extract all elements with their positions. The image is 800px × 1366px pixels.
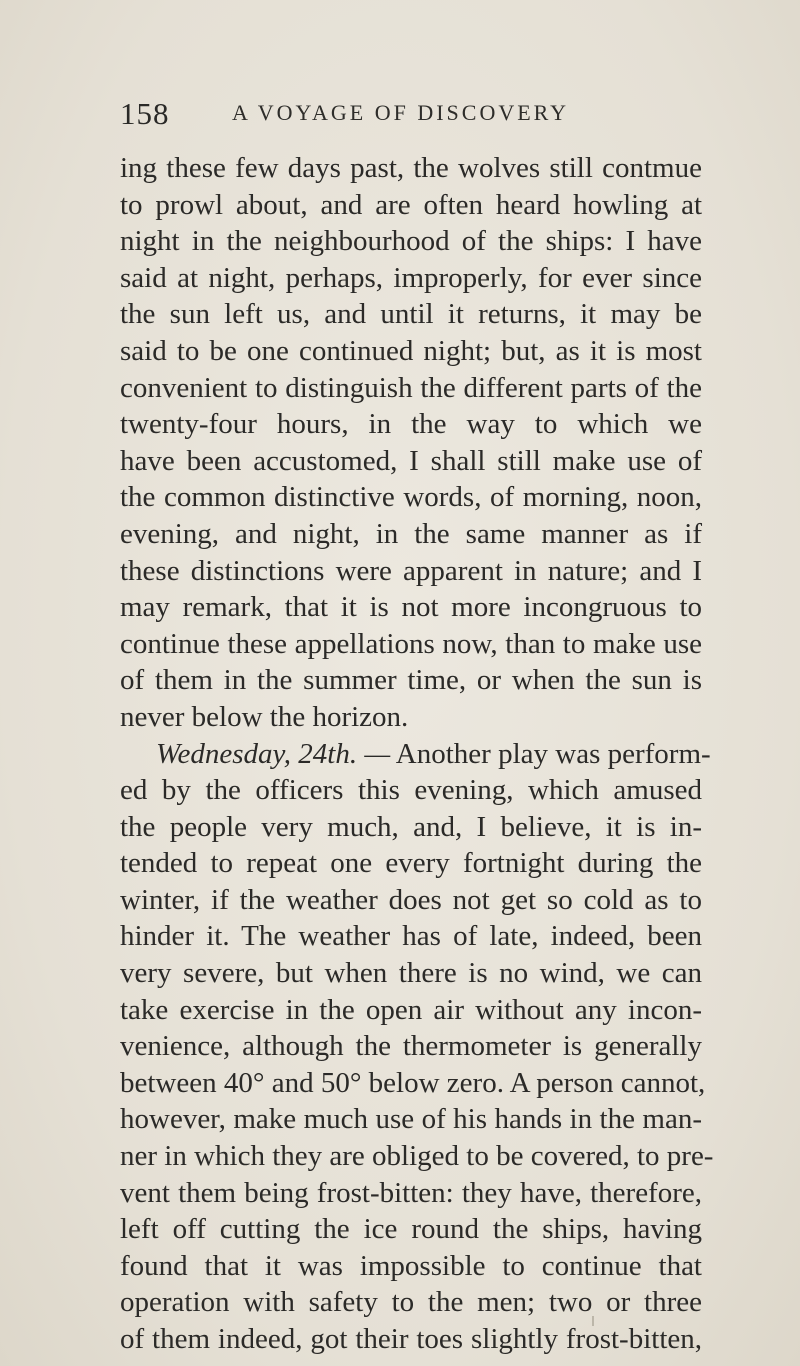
text-line: vent them being frost-bitten: they have, therefore, — [120, 1176, 702, 1209]
text-line: said to be one continued night; but, as it is most — [120, 334, 702, 367]
text-line: the sun left us, and until it returns, it may be — [120, 298, 702, 331]
text-line: continue these appellations now, than to make use — [120, 627, 702, 660]
text-line: left off cutting the ice round the ships, having — [120, 1213, 702, 1246]
text-line: tended to repeat one every fortnight during the — [120, 847, 702, 880]
text-line: ner in which they are obliged to be covered, to pre- — [120, 1140, 714, 1173]
text-line: hinder it. The weather has of late, indeed, been — [120, 920, 702, 953]
text-line: these distinctions were apparent in nature; and I — [120, 554, 702, 587]
dateline: Wednesday, 24th. — — [156, 737, 391, 770]
paragraph-start — [120, 736, 711, 773]
text-line: the common distinctive words, of morning, noon, — [120, 481, 702, 514]
text-line: ing these few days past, the wolves still contmue — [120, 152, 702, 184]
text-line: may remark, that it is not more incongruous to — [120, 591, 702, 624]
text-line-fragment: Another play was perform- — [395, 737, 711, 770]
text-line: take exercise in the open air without any incon- — [120, 993, 702, 1026]
text-line: evening, and night, in the same manner as if — [120, 517, 702, 550]
text-line: twenty-four hours, in the way to which we — [120, 408, 702, 441]
text-line: winter, if the weather does not get so cold as to — [120, 883, 702, 916]
text-line: the people very much, and, I believe, it is in- — [120, 810, 702, 843]
text-line: venience, although the thermometer is generally — [120, 1030, 702, 1063]
text-line: to prowl about, and are often heard howling at — [120, 188, 702, 221]
body-text — [120, 150, 714, 1358]
text-line: ed by the officers this evening, which amused — [120, 774, 702, 807]
page-number: 158 — [120, 96, 170, 131]
paper-mark — [592, 1316, 594, 1326]
text-line: convenient to distinguish the different parts of the — [120, 371, 702, 404]
text-line: however, make much use of his hands in the man- — [120, 1103, 702, 1136]
page-header — [120, 96, 720, 136]
text-line: very severe, but when there is no wind, we can — [120, 957, 702, 990]
text-line: between 40° and 50° below zero. A person cannot, — [120, 1066, 706, 1099]
text-line: of them in the summer time, or when the sun is — [120, 664, 702, 697]
text-line: have been accustomed, I shall still make use of — [120, 444, 702, 477]
text-line: said at night, perhaps, improperly, for ever since — [120, 261, 702, 294]
text-line: never below the horizon. — [120, 700, 409, 733]
text-line: found that it was impossible to continue that — [120, 1249, 702, 1282]
text-line: operation with safety to the men; two or three — [120, 1286, 702, 1319]
running-head: A VOYAGE OF DISCOVERY — [232, 100, 570, 125]
text-line: of them indeed, got their toes slightly frost-bitten, — [120, 1323, 702, 1355]
text-line: night in the neighbourhood of the ships: I have — [120, 225, 702, 258]
